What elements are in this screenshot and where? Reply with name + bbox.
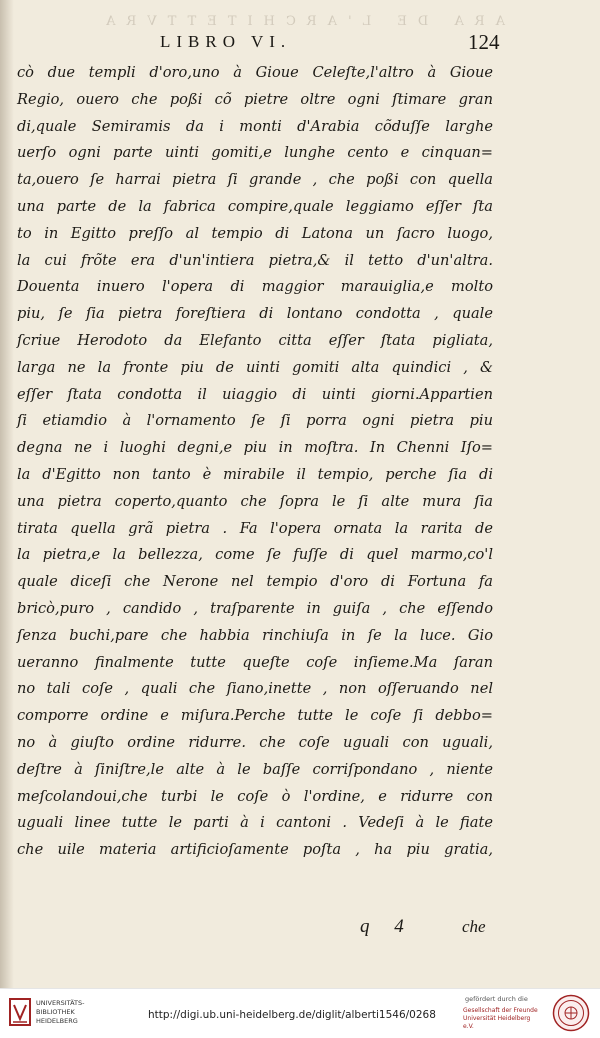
text-line: comporre ordine e miſura.Perche tutte le coſe ſi debbo= — [17, 707, 493, 725]
text-line: la cui frõte era d'un'intiera pietra,& il tetto d'un'altra. — [17, 251, 493, 269]
library-name: UNIVERSITÄTS-BIBLIOTHEK HEIDELBERG — [36, 999, 85, 1025]
text-line: una pietra coperto,quanto che ſopra le ſi alte mura ſia — [17, 492, 493, 510]
catchword: che — [462, 917, 486, 936]
text-line: no tali coſe , quali che ſiano,inette , non oſſeruando nel — [17, 680, 493, 698]
text-line: ta,ouero ſe harrai pietra ſi grande , che poßi con quella — [17, 171, 493, 189]
text-line: una parte de la fabrica compire,quale leggiamo eſſer ſta — [17, 197, 493, 215]
permalink[interactable]: http://digi.ub.uni-heidelberg.de/diglit/alberti1546/0268 — [148, 1009, 436, 1021]
viewer-footer — [0, 988, 600, 1038]
text-line: uerſo ogni parte uinti gomiti,e lunghe cento e cinquan= — [17, 144, 493, 162]
text-line: larga ne la fronte piu de uinti gomiti alta quindici , & — [17, 358, 493, 376]
sponsor-name: Gesellschaft der Freunde Universität Heidelberg e.V. — [463, 1007, 538, 1030]
text-line: bricò,puro , candido , traſparente in guiſa , che eſſendo — [17, 599, 493, 617]
bleed-through-text: ARA DE L'ARCHITETTVRA — [95, 14, 505, 29]
university-library-logo-icon — [8, 997, 32, 1027]
university-seal-icon — [552, 994, 590, 1032]
text-line: eſſer ſtata condotta il uiaggio di uinti giorni.Appartien — [17, 385, 493, 403]
text-line: Douenta inuero l'opera di maggior marauiglia,e molto — [17, 278, 493, 296]
text-line: piu, ſe ſia pietra foreſtiera di lontano condotta , quale — [17, 305, 493, 323]
text-line: deſtre à ſiniſtre,le alte à le baſſe corriſpondano , niente — [17, 760, 493, 778]
text-line: to in Egitto preſſo al tempio di Latona un ſacro luogo, — [17, 224, 493, 242]
text-line: no à giuſto ordine ridurre. che coſe uguali con uguali, — [17, 733, 493, 751]
text-line: degna ne i luoghi degni,e piu in moſtra. In Chenni Iſo= — [17, 439, 493, 457]
text-line: la d'Egitto non tanto è mirabile il tempio, perche ſia di — [17, 465, 493, 483]
text-line: ueranno finalmente tutte queſte coſe inſieme.Ma ſaran — [17, 653, 493, 671]
text-line: ſenza buchi,pare che habbia rinchiuſa in ſe la luce. Gio — [17, 626, 493, 644]
sponsor-label: gefördert durch die — [465, 995, 528, 1003]
signature-mark: q 4 — [360, 916, 414, 937]
text-line: tirata quella grã pietra . Fa l'opera ornata la rarita de — [17, 519, 493, 537]
text-line: meſcolandoui,che turbi le coſe ò l'ordine, e ridurre con — [17, 787, 493, 805]
text-line: di,quale Semiramis da i monti d'Arabia cõduſſe larghe — [17, 117, 493, 135]
text-line: ſcriue Herodoto da Elefanto citta eſſer ſtata pigliata, — [17, 331, 493, 349]
text-line: la pietra,e la bellezza, come ſe fuſſe di quel marmo,co'l — [17, 546, 493, 564]
text-line: uguali linee tutte le parti à i cantoni . Vedeſi à le fiate — [17, 814, 493, 832]
text-line: che uile materia artificioſamente poſta , ha piu gratia, — [17, 841, 493, 859]
body-text — [17, 60, 493, 864]
text-line: quale diceſi che Nerone nel tempio d'oro di Fortuna fa — [17, 573, 493, 591]
page-gutter-shadow — [0, 0, 14, 988]
running-head: LIBRO VI. — [160, 32, 292, 51]
text-line: cò due templi d'oro,uno à Gioue Celeſte,l'altro à Gioue — [17, 64, 493, 81]
text-line: ſi etiamdio à l'ornamento ſe ſi porra ogni pietra piu — [17, 412, 493, 430]
page-number: 124 — [468, 30, 500, 54]
text-line: Regio, ouero che poßi cõ pietre oltre ogni ſtimare gran — [17, 90, 493, 108]
